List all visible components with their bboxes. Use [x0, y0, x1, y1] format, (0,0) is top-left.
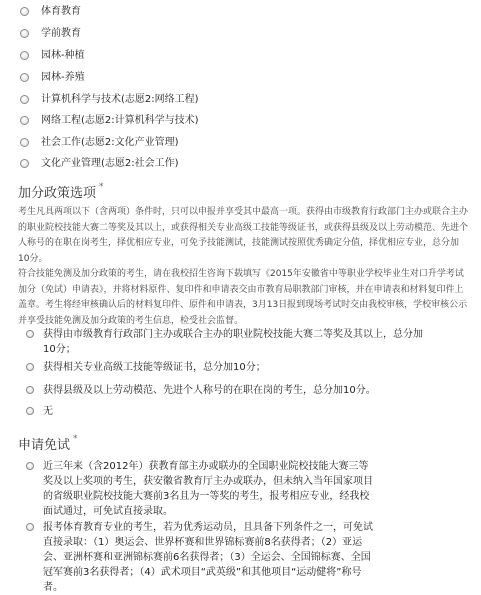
radio-button[interactable] — [20, 95, 29, 104]
radio-button[interactable] — [20, 138, 29, 147]
radio-button[interactable] — [20, 73, 29, 82]
exemption-option-1[interactable] — [26, 459, 466, 519]
major-option-8[interactable] — [20, 157, 179, 170]
major-label: 计算机科学与技术(志愿2:网络工程) — [41, 94, 199, 105]
radio-button[interactable] — [26, 523, 34, 531]
bonus-notice-paragraph-2: 符合技能免测及加分政策的考生，请在我校招生咨询下载填写《2015年安徽省中等职业学校毕业生对口升学考试加分（免试）申请表》，并将材料原件、复印件和申请表交由市教育局职教部门审核，并在申请表和材料复印件上盖章。考生将经审核确认后的材料复印件、原件和申请表，3月13日报到现场考试时交由我校审核，学校审核公示并享受技能免测及加分政策的考生信息，检受社会监督。 — [18, 269, 468, 326]
major-label: 文化产业管理(志愿2:社会工作) — [41, 158, 179, 169]
bonus-title-text: 加分政策选项 — [18, 186, 97, 201]
radio-button[interactable] — [20, 116, 29, 125]
radio-button[interactable] — [20, 7, 29, 16]
radio-button[interactable] — [26, 363, 34, 371]
bonus-option-1[interactable] — [26, 327, 466, 357]
major-label: 园林-养殖 — [41, 72, 85, 83]
required-mark: * — [99, 182, 104, 192]
bonus-option-2[interactable] — [26, 360, 466, 375]
exemption-option-2[interactable] — [26, 520, 466, 595]
bonus-option-label: 获得相关专业高级工技能等级证书，总分加10分； — [43, 362, 266, 373]
major-option-2[interactable] — [20, 27, 81, 40]
exemption-section-title — [18, 434, 78, 453]
bonus-option-4[interactable] — [26, 404, 466, 419]
major-option-5[interactable] — [20, 93, 199, 106]
radio-button[interactable] — [26, 407, 34, 415]
bonus-notice — [18, 205, 470, 329]
major-label: 体育教育 — [41, 6, 81, 17]
major-option-3[interactable] — [20, 49, 85, 62]
radio-button[interactable] — [20, 159, 29, 168]
radio-button[interactable] — [20, 29, 29, 38]
exemption-title-text: 申请免试 — [18, 438, 71, 453]
major-label: 学前教育 — [41, 28, 81, 39]
required-mark: * — [73, 434, 78, 444]
radio-button[interactable] — [20, 51, 29, 60]
bonus-option-label: 获得县级及以上劳动模范、先进个人称号的在职在岗的考生，总分加10分。 — [43, 385, 376, 396]
radio-button[interactable] — [26, 386, 34, 394]
bonus-section-title — [18, 182, 104, 201]
exemption-option-label: 近三年来（含2012年）获教育部主办或联办的全国职业院校技能大赛三等奖及以上奖项的考生，获安徽省教育厅主办或联办，但未纳入当年国家项目的省级职业院校技能大赛前3名且为一等奖的考生，报考相应专业，经我校面试通过，可免试直接录取。 — [43, 461, 373, 517]
major-option-6[interactable] — [20, 114, 199, 127]
major-label: 园林-种植 — [41, 50, 85, 61]
radio-button[interactable] — [26, 462, 34, 470]
major-option-7[interactable] — [20, 136, 179, 149]
major-option-4[interactable] — [20, 71, 85, 84]
bonus-option-label: 无 — [43, 406, 53, 417]
bonus-option-3[interactable] — [26, 383, 466, 398]
major-label: 社会工作(志愿2:文化产业管理) — [41, 137, 179, 148]
major-option-1[interactable] — [20, 5, 81, 18]
radio-button[interactable] — [26, 330, 34, 338]
bonus-option-label: 获得由市级教育行政部门主办或联合主办的职业院校技能大赛二等奖及其以上，总分加10分； — [43, 329, 423, 355]
exemption-option-label: 报考体育教育专业的考生，若为优秀运动员，且具备下列条件之一，可免试直接录取：（1）奥运会、世界杯赛和世界锦标赛前8名获得者；（2）亚运会、亚洲杯赛和亚洲锦标赛前6名获得者；（3）全运会、全国锦标赛、全国冠军赛前3名获得者；（4）武术项目“武英级”和其他项目“运动健将”称号者。 — [43, 522, 373, 593]
bonus-notice-paragraph-1: 考生凡具两项以下（含两项）条件时，只可以申报并享受其中最高一项。获得由市级教育行政部门主办或联合主办的职业院校技能大赛二等奖及其以上，或获得相关专业高级工技能等级证书，或获得县级及以上劳动模范、先进个人称号的在职在岗考生，择优相应专业，可免予技能测试，技能测试按照优秀确定分值，择优相应专业，总分加10分。 — [18, 207, 469, 264]
major-label: 网络工程(志愿2:计算机科学与技术) — [41, 115, 199, 126]
